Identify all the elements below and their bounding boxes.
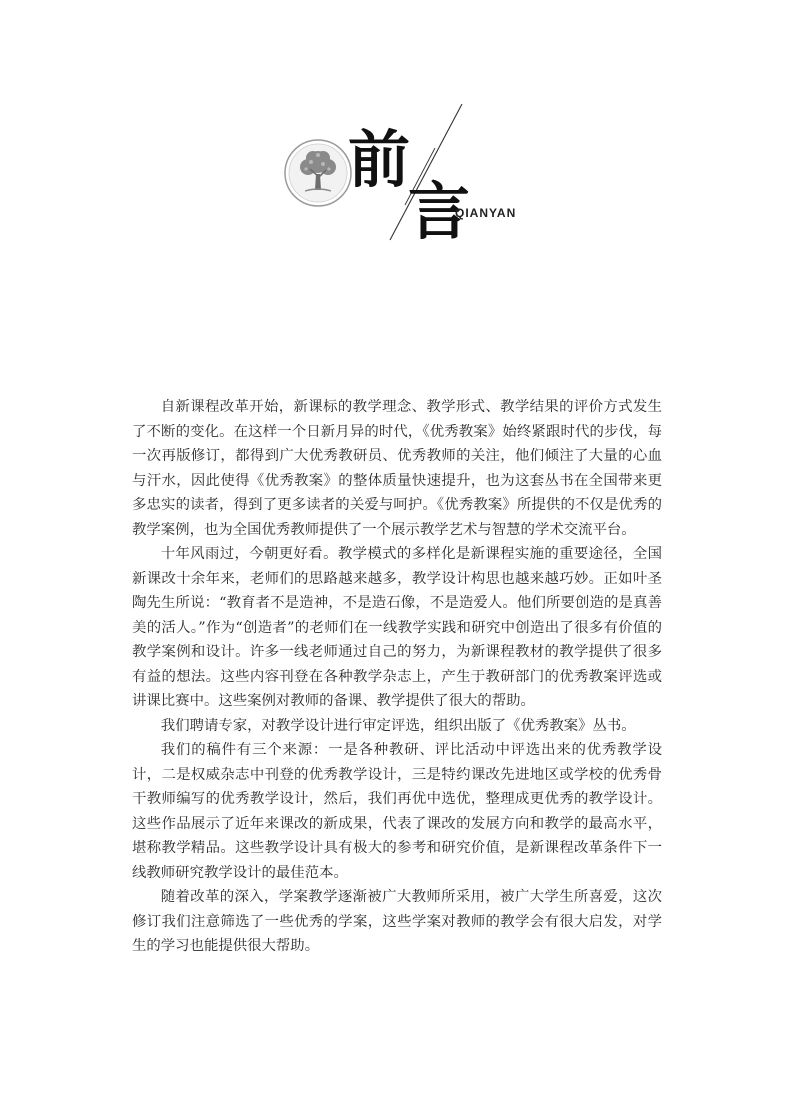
paragraph-4: 我们的稿件有三个来源：一是各种教研、评比活动中评选出来的优秀教学设计，二是权威杂志中刊登的优秀教学设计，三是特约课改先进地区或学校的优秀骨干教师编写的优秀教学设计，然后，我们再优中选优，整理成更优秀的教学设计。这些作品展示了近年来课改的新成果，代表了课改的发展方向和教学的最高水平，堪称教学精品。这些教学设计具有极大的参考和研究价值，是新课程改革条件下一线教师研究教学设计的最佳范本。: [132, 742, 662, 881]
paragraph-1: 自新课程改革开始，新课标的教学理念、教学形式、教学结果的评价方式发生了不断的变化。在这样一个日新月异的时代，《优秀教案》始终紧跟时代的步伐，每一次再版修订，都得到广大优秀教研员、优秀教师的关注，他们倾注了大量的心血与汗水，因此使得《优秀教案》的整体质量快速提升，也为这套丛书在全国带来更多忠实的读者，得到了更多读者的关爱与呵护。《优秀教案》所提供的不仅是优秀的教学案例，也为全国优秀教师提供了一个展示教学艺术与智慧的学术交流平台。: [132, 399, 662, 538]
title-char-qian: 前: [348, 123, 411, 196]
title-char-yan: 言: [408, 175, 471, 248]
paragraph-3: 我们聘请专家，对教学设计进行审定评选，组织出版了《优秀教案》丛书。: [160, 717, 636, 734]
paragraph-5: 随着改革的深入，学案教学逐渐被广大教师所采用，被广大学生所喜爱，这次修订我们注意筛选了一些优秀的学案，这些学案对教师的教学会有很大启发，对学生的学习也能提供很大帮助。: [132, 889, 662, 954]
preface-body: [132, 395, 662, 959]
paragraph-2: 十年风雨过，今朝更好看。教学模式的多样化是新课程实施的重要途径，全国新课改十余年来，老师们的思路越来越多，教学设计构思也越来越巧妙。正如叶圣陶先生所说：“教育者不是造神，不是造石像，不是造爱人。他们所要创造的是真善美的活人。”作为“创造者”的老师们在一线教学实践和研究中创造出了很多有价值的教学案例和设计。许多一线老师通过自己的努力，为新课程教材的教学提供了很多有益的想法。这些内容刊登在各种教学杂志上，产生于教研部门的优秀教案评选或讲课比赛中。这些案例对教师的备课、教学提供了很大的帮助。: [132, 546, 662, 709]
title-pinyin: QIANYAN: [455, 206, 517, 220]
page-header: [0, 0, 790, 260]
